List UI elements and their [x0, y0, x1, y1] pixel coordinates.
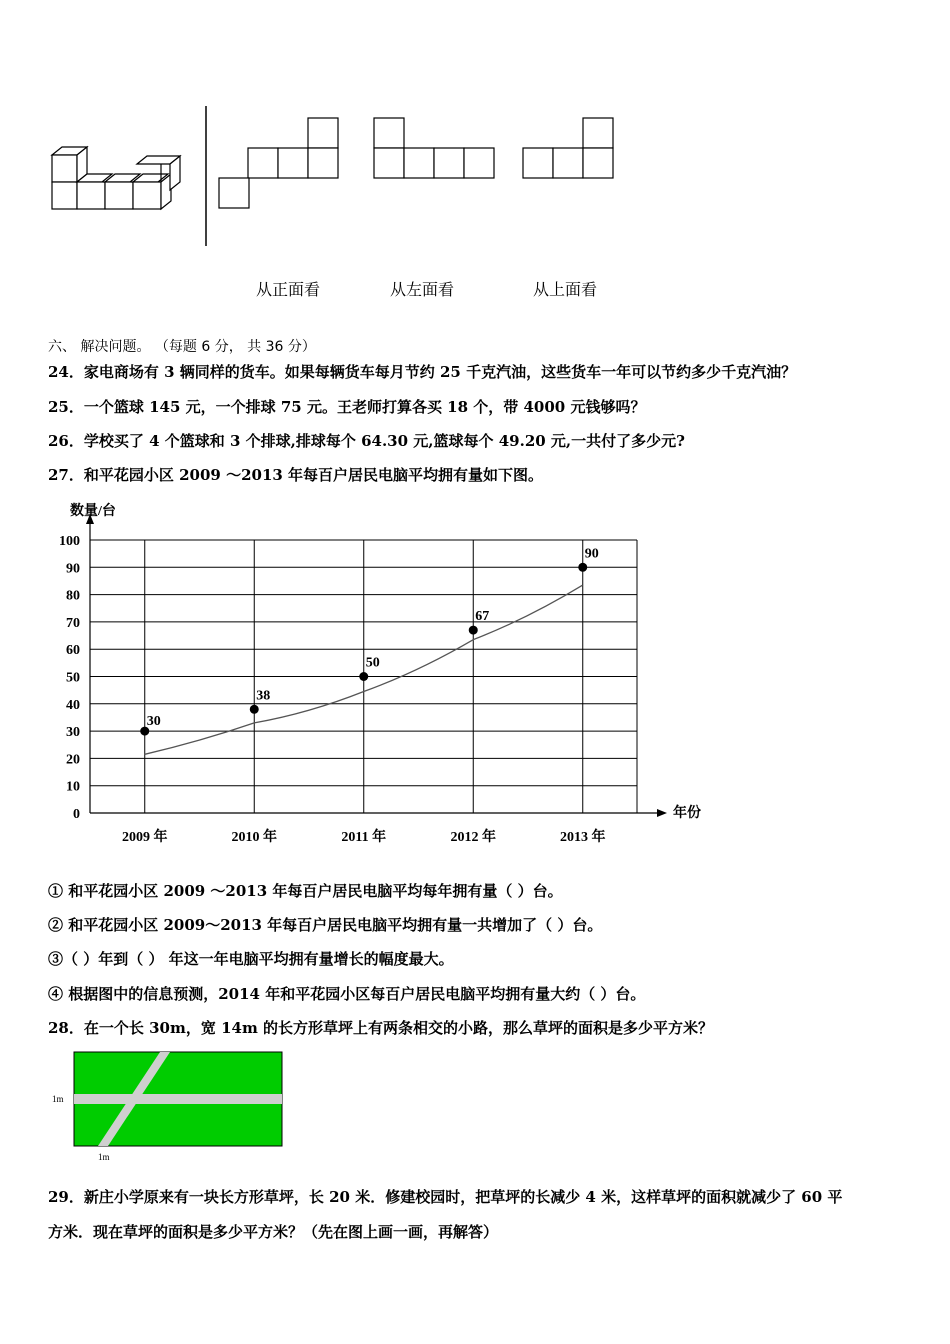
- y-tick-label: 20: [66, 752, 80, 768]
- question-29-line1: 29．新庄小学原来有一块长方形草坪，长 20 米．修建校园时，把草坪的长减少 4 米，这样草坪的面积就减少了 60 平: [48, 1188, 843, 1206]
- question-27-4: ④ 根据图中的信息预测，2014 年和平花园小区每百户居民电脑平均拥有量大约（ ）台。: [48, 985, 646, 1003]
- chart-marks: [140, 546, 599, 754]
- data-point: [469, 626, 478, 635]
- data-label: 90: [584, 546, 599, 562]
- x-axis-label: 年份: [673, 806, 701, 821]
- horizontal-path-label: 1m: [52, 1094, 64, 1104]
- question-27-3: ③（ ）年到（ ） 年这一年电脑平均拥有量增长的幅度最大。: [48, 950, 454, 968]
- question-27-2: ② 和平花园小区 2009～2013 年每百户居民电脑平均拥有量一共增加了（ ）台。: [48, 916, 603, 934]
- left-view-label: 从左面看: [390, 280, 455, 299]
- question-27-1: ① 和平花园小区 2009 ～2013 年每百户居民电脑平均每年拥有量（ ）台。: [48, 882, 563, 900]
- x-tick-label: 2012 年: [450, 830, 496, 845]
- data-point: [250, 705, 259, 714]
- lawn-figure: [40, 1048, 300, 1168]
- top-view-label: 从上面看: [533, 280, 598, 299]
- question-27: 27．和平花园小区 2009 ～2013 年每百户居民电脑平均拥有量如下图。: [48, 466, 544, 484]
- y-tick-label: 50: [66, 670, 80, 686]
- horizontal-path: [74, 1094, 282, 1104]
- data-label: 30: [146, 714, 161, 730]
- cube-solid: [52, 147, 180, 209]
- x-axis-arrow: [657, 809, 667, 817]
- x-tick-label: 2010 年: [231, 830, 277, 845]
- y-tick-label: 10: [66, 779, 80, 795]
- y-tick-label: 80: [66, 588, 80, 604]
- y-tick-label: 90: [66, 561, 80, 577]
- data-label: 50: [365, 655, 380, 671]
- section-title: 六、 解决问题。 （每题 6 分， 共 36 分）: [48, 339, 316, 355]
- x-tick-label: 2013 年: [560, 830, 606, 845]
- diagonal-path-label: 1m: [98, 1152, 110, 1162]
- views-figure: [0, 100, 660, 260]
- data-label: 38: [256, 688, 271, 704]
- question-25: 25．一个篮球 145 元，一个排球 75 元。王老师打算各买 18 个，带 4000 元钱够吗？: [48, 398, 646, 416]
- question-28: 28．在一个长 30m，宽 14m 的长方形草坪上有两条相交的小路，那么草坪的面积是多少平方米？: [48, 1019, 714, 1037]
- data-label: 67: [475, 609, 490, 625]
- y-tick-label: 40: [66, 697, 80, 713]
- y-tick-label: 100: [59, 534, 80, 549]
- y-tick-label: 0: [73, 807, 80, 822]
- question-24: 24．家电商场有 3 辆同样的货车。如果每辆货车每月节约 25 千克汽油，这些货车一年可以节约多少千克汽油？: [48, 363, 797, 381]
- front-view-label: 从正面看: [256, 280, 321, 299]
- x-tick-label: 2011 年: [341, 830, 387, 845]
- data-point: [359, 672, 368, 681]
- y-axis-label: 数量/台: [70, 504, 116, 519]
- x-tick-label: 2009 年: [122, 830, 168, 845]
- y-tick-label: 60: [66, 643, 80, 659]
- top-view: [523, 118, 613, 178]
- question-29-line2: 方米．现在草坪的面积是多少平方米？（先在图上画一画，再解答）: [48, 1223, 499, 1241]
- question-26: 26．学校买了 4 个篮球和 3 个排球,排球每个 64.30 元,篮球每个 49.20 元,一共付了多少元?: [48, 432, 685, 450]
- left-view: [374, 118, 494, 178]
- data-point: [578, 563, 587, 572]
- y-tick-label: 70: [66, 615, 80, 631]
- front-view: [219, 118, 338, 208]
- y-tick-label: 30: [66, 725, 80, 741]
- line-chart: [40, 495, 720, 855]
